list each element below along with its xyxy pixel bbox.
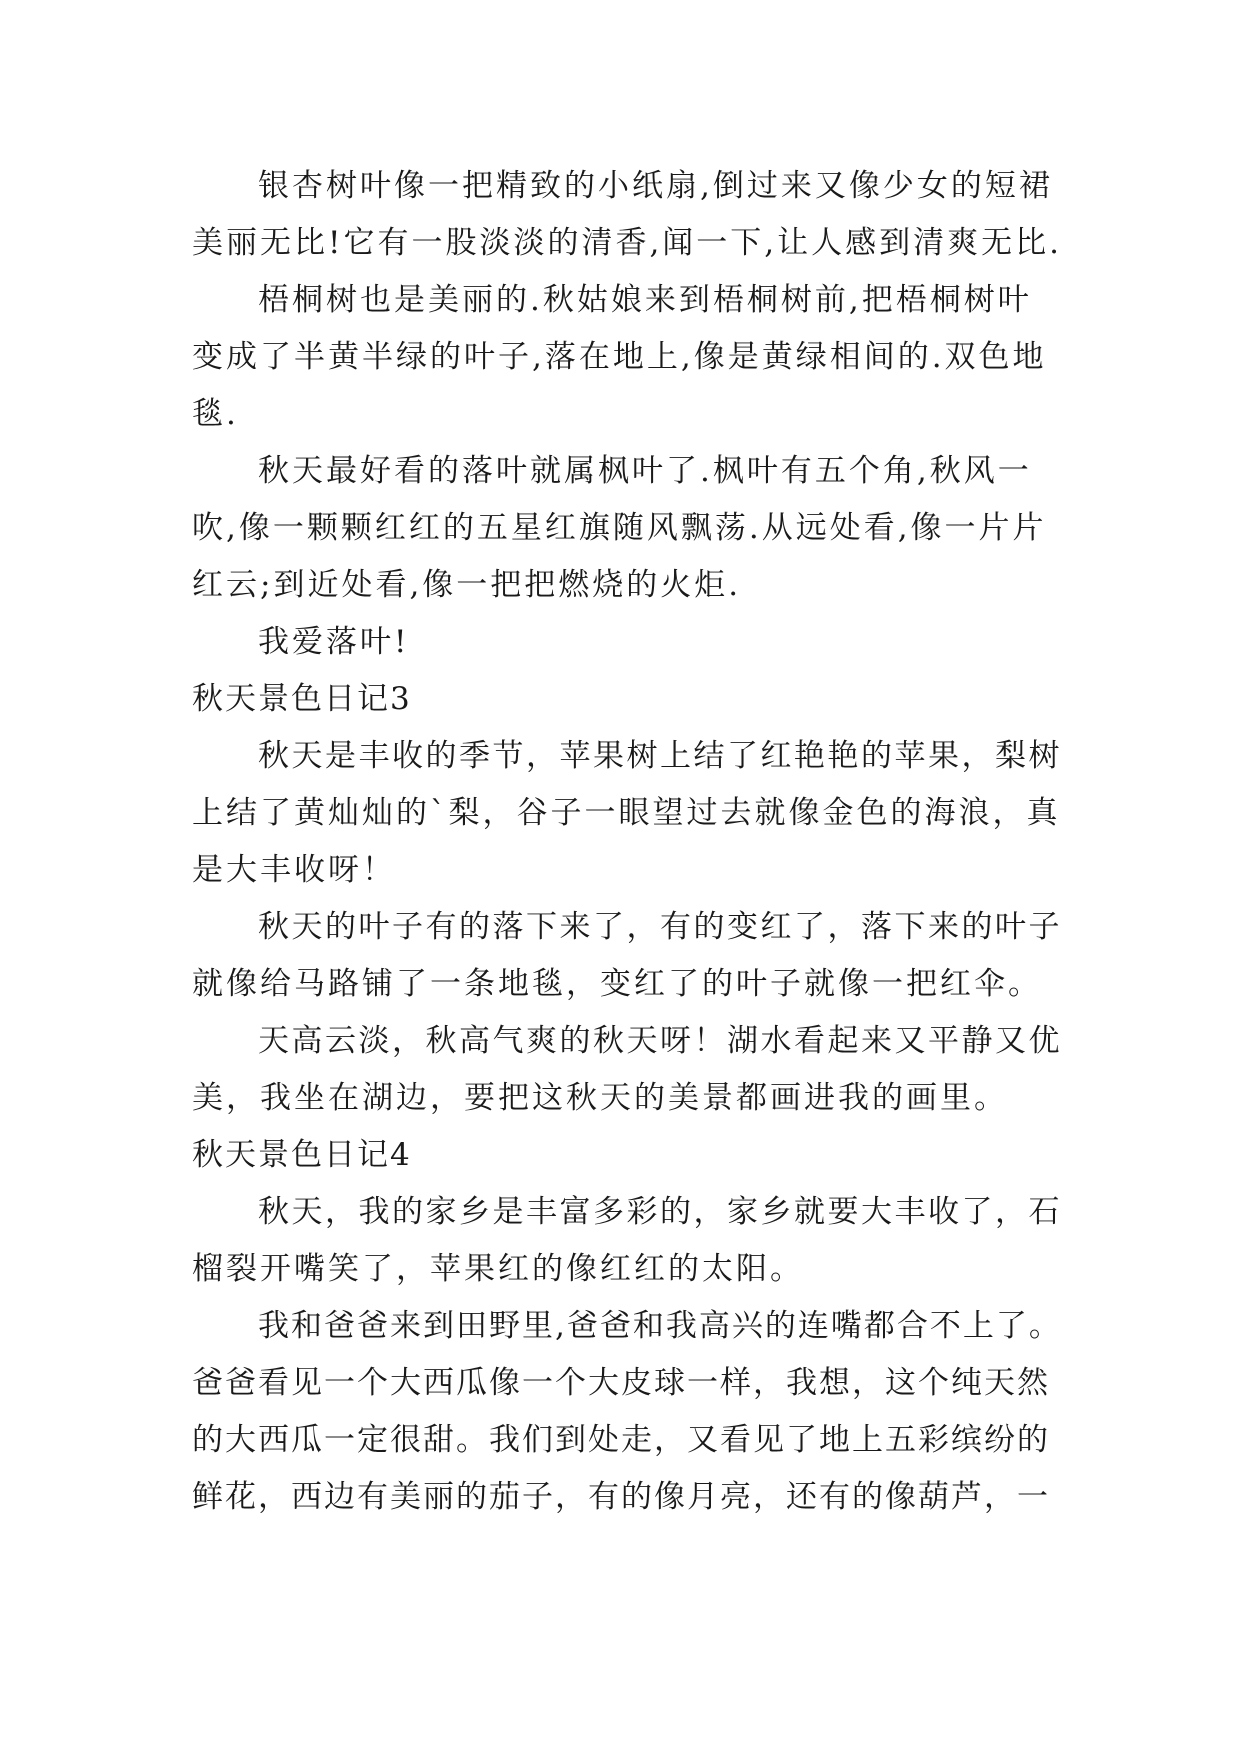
text-line: 吹,像一颗颗红红的五星红旗随风飘荡.从远处看,像一片片	[192, 510, 1047, 546]
text-line: 变成了半黄半绿的叶子,落在地上,像是黄绿相间的.双色地	[192, 339, 1047, 375]
text-line: 的大西瓜一定很甜。我们到处走，又看见了地上五彩缤纷的	[192, 1422, 1050, 1458]
text-line: 秋天，我的家乡是丰富多彩的，家乡就要大丰收了，石	[258, 1194, 1062, 1230]
text-line: 梧桐树也是美丽的.秋姑娘来到梧桐树前,把梧桐树叶	[258, 282, 1032, 318]
text-line: 我爱落叶!	[258, 624, 410, 660]
text-line: 秋天最好看的落叶就属枫叶了.枫叶有五个角,秋风一	[258, 453, 1032, 489]
text-line: 上结了黄灿灿的`梨，谷子一眼望过去就像金色的海浪，真	[192, 795, 1061, 831]
text-line: 红云;到近处看,像一把把燃烧的火炬.	[192, 567, 742, 603]
section-heading: 秋天景色日记3	[192, 681, 412, 717]
text-line: 毯.	[192, 396, 239, 432]
text-line: 美丽无比!它有一股淡淡的清香,闻一下,让人感到清爽无比.	[192, 225, 1063, 261]
text-line: 美，我坐在湖边，要把这秋天的美景都画进我的画里。	[192, 1080, 1008, 1116]
text-line: 鲜花，西边有美丽的茄子，有的像月亮，还有的像葫芦，一	[192, 1479, 1050, 1515]
text-line: 爸爸看见一个大西瓜像一个大皮球一样，我想，这个纯天然	[192, 1365, 1050, 1401]
text-line: 秋天是丰收的季节，苹果树上结了红艳艳的苹果，梨树	[258, 738, 1062, 774]
text-line: 天高云淡，秋高气爽的秋天呀！湖水看起来又平静又优	[258, 1023, 1062, 1059]
text-line: 就像给马路铺了一条地毯，变红了的叶子就像一把红伞。	[192, 966, 1042, 1002]
text-line: 秋天的叶子有的落下来了，有的变红了，落下来的叶子	[258, 909, 1062, 945]
text-line: 我和爸爸来到田野里,爸爸和我高兴的连嘴都合不上了。	[258, 1308, 1062, 1344]
text-line: 榴裂开嘴笑了，苹果红的像红红的太阳。	[192, 1251, 804, 1287]
text-line: 是大丰收呀！	[192, 852, 396, 888]
text-line: 银杏树叶像一把精致的小纸扇,倒过来又像少女的短裙	[258, 168, 1053, 204]
section-heading: 秋天景色日记4	[192, 1137, 412, 1173]
